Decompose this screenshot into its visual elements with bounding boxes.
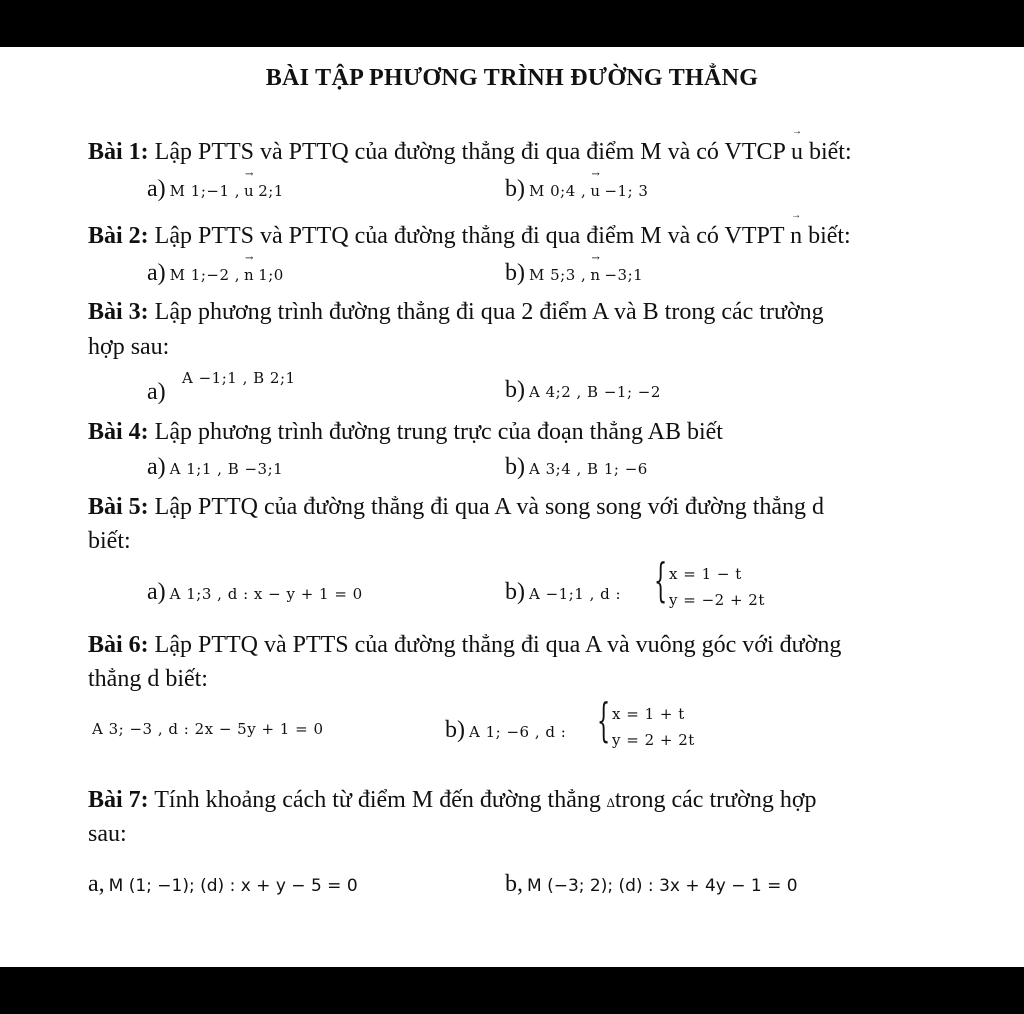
bai5-label: Bài 5: xyxy=(88,494,149,520)
bai6-b-line2: y = 2 + 2t xyxy=(612,731,695,749)
bai7-b-label: b, xyxy=(505,871,523,897)
bai1-a-label: a) xyxy=(147,176,166,202)
bai5-a-expr: A 1;3 , d : x − y + 1 = 0 xyxy=(169,585,363,603)
bai2-a-label: a) xyxy=(147,260,166,286)
bai2-b-label: b) xyxy=(505,260,525,286)
bai3-label: Bài 3: xyxy=(88,299,149,325)
bai4-b-label: b) xyxy=(505,454,525,480)
bai3-text2: hợp sau: xyxy=(88,334,170,360)
bai2-after: biết: xyxy=(808,223,851,249)
bai7-heading xyxy=(88,787,817,814)
bai6-b-brace: { xyxy=(597,693,611,747)
bai4-item-b xyxy=(505,454,648,481)
bai2-heading xyxy=(88,223,851,250)
bai7-label: Bài 7: xyxy=(88,787,149,813)
bai3-heading xyxy=(88,299,824,326)
bai1-b-post: −1; 3 xyxy=(604,182,649,200)
document-page xyxy=(0,47,1024,967)
bai2-b-pre: M 5;3 , xyxy=(529,266,587,284)
bai6-text2: thẳng d biết: xyxy=(88,666,208,692)
bai6-label: Bài 6: xyxy=(88,632,149,658)
bai1-vector: → u xyxy=(791,139,803,166)
bai5-item-b xyxy=(505,579,621,606)
bai7-text2: sau: xyxy=(88,821,127,847)
bai1-label: Bài 1: xyxy=(88,139,149,165)
bai5-b-brace: { xyxy=(654,553,668,607)
bai6-b-label: b) xyxy=(445,717,465,743)
bai2-b-vec: → n xyxy=(590,266,600,284)
bai5-b-expr: A −1;1 , d : xyxy=(529,585,622,603)
bai2-item-b xyxy=(505,260,643,287)
bai6-heading xyxy=(88,632,841,659)
bai5-text1: Lập PTTQ của đường thẳng đi qua A và song song với đường thẳng d xyxy=(154,494,825,520)
bai1-a-pre: M 1;−1 , xyxy=(169,182,241,200)
bai1-after: biết: xyxy=(808,139,852,165)
bai7-a-label: a, xyxy=(88,871,105,897)
bai1-a-vec: → u xyxy=(244,182,254,200)
page-title: BÀI TẬP PHƯƠNG TRÌNH ĐƯỜNG THẲNG xyxy=(265,65,759,91)
bai1-b-label: b) xyxy=(505,176,525,202)
bai6-b-line1: x = 1 + t xyxy=(612,705,685,723)
bai4-label: Bài 4: xyxy=(88,419,149,445)
bai3-text1: Lập phương trình đường thẳng đi qua 2 điểm A và B trong các trường xyxy=(154,299,824,325)
bai1-heading xyxy=(88,139,852,166)
bai7-text1b: trong các trường hợp xyxy=(614,787,817,813)
bai3-b-label: b) xyxy=(505,377,525,403)
bai5-b-line2: y = −2 + 2t xyxy=(669,591,765,609)
bai2-text: Lập PTTS và PTTQ của đường thẳng đi qua điểm M và có VTPT xyxy=(154,223,785,249)
bai4-a-expr: A 1;1 , B −3;1 xyxy=(169,460,284,478)
bai6-b-system xyxy=(612,701,695,753)
bai1-item-b xyxy=(505,176,648,203)
bai6-text1: Lập PTTQ và PTTS của đường thẳng đi qua A và vuông góc với đường xyxy=(154,632,842,658)
bai6-item-b xyxy=(445,717,566,744)
bai5-b-system xyxy=(669,561,765,613)
bai2-a-vec: → n xyxy=(244,266,254,284)
bai7-a-expr: M (1; −1); (d) : x + y − 5 = 0 xyxy=(108,876,358,896)
bai2-label: Bài 2: xyxy=(88,223,149,249)
bai3-item-b xyxy=(505,377,661,404)
bai3-b-expr: A 4;2 , B −1; −2 xyxy=(529,383,661,401)
bai2-a-pre: M 1;−2 , xyxy=(169,266,241,284)
bai4-b-expr: A 3;4 , B 1; −6 xyxy=(529,460,648,478)
bai7-item-b xyxy=(505,871,798,898)
bai7-text1a: Tính khoảng cách từ điểm M đến đường thẳng xyxy=(154,787,601,813)
bai4-item-a xyxy=(147,454,283,481)
bai7-item-a xyxy=(88,871,358,898)
bai1-b-pre: M 0;4 , xyxy=(529,182,587,200)
bai4-a-label: a) xyxy=(147,454,166,480)
bai1-b-vec: → u xyxy=(590,182,600,200)
bai3-a-label: a) xyxy=(147,379,166,405)
bai6-a-expr: A 3; −3 , d : 2x − 5y + 1 = 0 xyxy=(92,720,324,738)
bai3-a-expr: A −1;1 , B 2;1 xyxy=(182,369,296,387)
bai5-a-label: a) xyxy=(147,579,166,605)
bai5-heading xyxy=(88,494,824,521)
bai5-b-line1: x = 1 − t xyxy=(669,565,742,583)
bai4-heading xyxy=(88,419,723,446)
bai6-b-expr: A 1; −6 , d : xyxy=(469,723,567,741)
bai7-b-expr: M (−3; 2); (d) : 3x + 4y − 1 = 0 xyxy=(527,876,798,896)
bai1-item-a xyxy=(147,176,284,203)
bai1-a-post: 2;1 xyxy=(258,182,284,200)
bai1-text: Lập PTTS và PTTQ của đường thẳng đi qua điểm M và có VTCP xyxy=(154,139,785,165)
bai2-vector: → n xyxy=(790,223,802,250)
bai7-delta-symbol: ∆ xyxy=(606,795,615,810)
bai4-text: Lập phương trình đường trung trực của đoạn thẳng AB biết xyxy=(154,419,723,445)
bai5-item-a xyxy=(147,579,363,606)
bai2-item-a xyxy=(147,260,284,287)
bai5-text2: biết: xyxy=(88,528,131,554)
bai2-b-post: −3;1 xyxy=(604,266,644,284)
bai2-a-post: 1;0 xyxy=(258,266,284,284)
bai5-b-label: b) xyxy=(505,579,525,605)
